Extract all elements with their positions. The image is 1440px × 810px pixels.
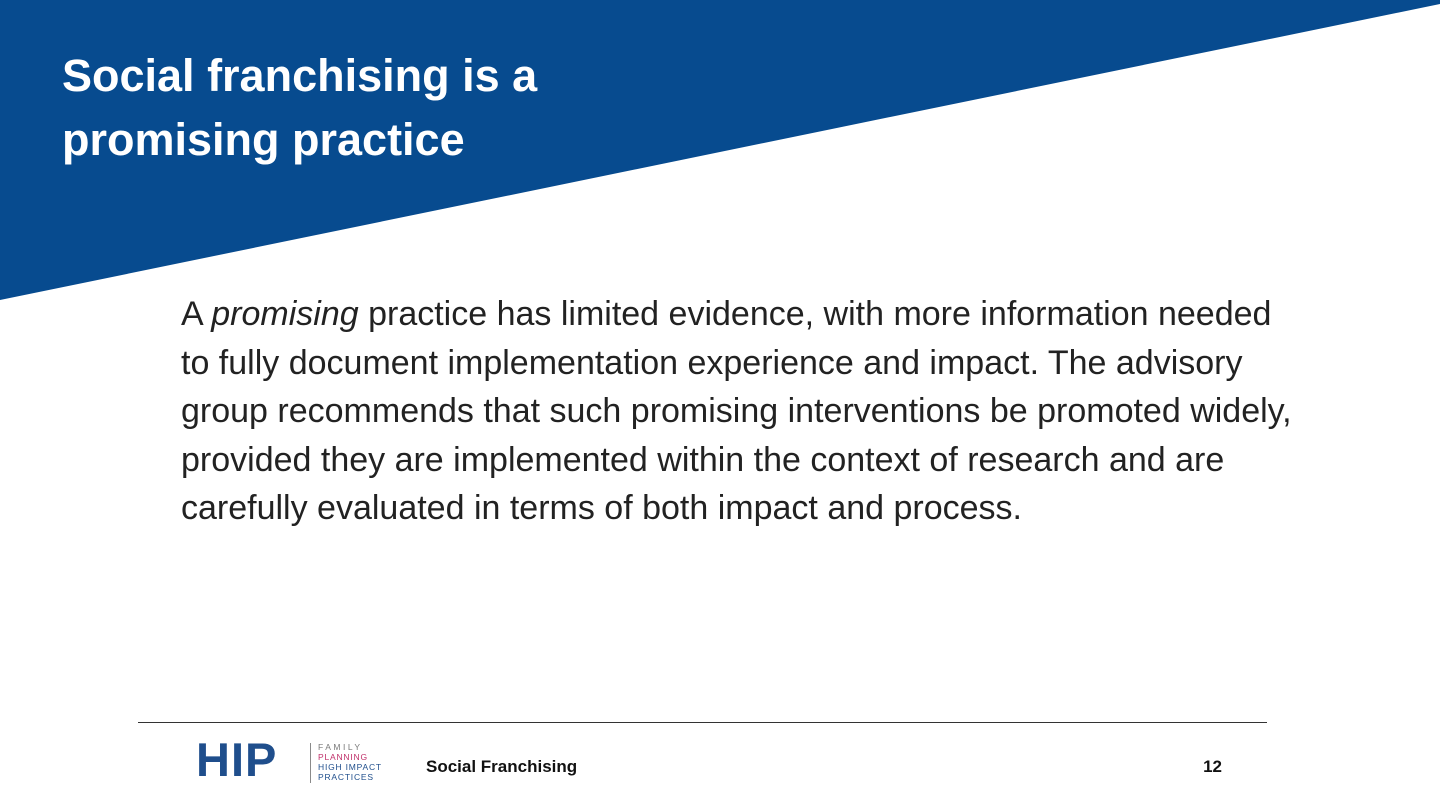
logo-mark: HIP [196, 733, 278, 786]
logo-wordmark [318, 742, 398, 782]
footer-divider [138, 722, 1267, 723]
logo-word-family: FAMILY [318, 742, 363, 752]
slide-title-line-2: promising practice [62, 114, 465, 165]
page-number: 12 [1203, 757, 1222, 776]
body-rest: practice has limited evidence, with more information needed to fully document implementation experience and impact. The advisory group recommends that such promising interventions be promoted widely, provided they are implemented within the context of research and are carefully evaluated in terms of both impact and process. [181, 295, 1292, 527]
hip-logo [196, 733, 396, 786]
logo-word-planning: PLANNING [318, 752, 368, 762]
body-paragraph [181, 290, 1301, 533]
logo-word-practices: PRACTICES [318, 772, 374, 782]
body-emphasis: promising [211, 295, 359, 333]
logo-word-high-impact: HIGH IMPACT [318, 762, 382, 772]
logo-divider [310, 743, 311, 783]
body-lead: A [181, 295, 212, 333]
slide-title [62, 44, 762, 172]
slide-title-line-1: Social franchising is a [62, 50, 538, 101]
footer-label: Social Franchising [426, 757, 578, 776]
